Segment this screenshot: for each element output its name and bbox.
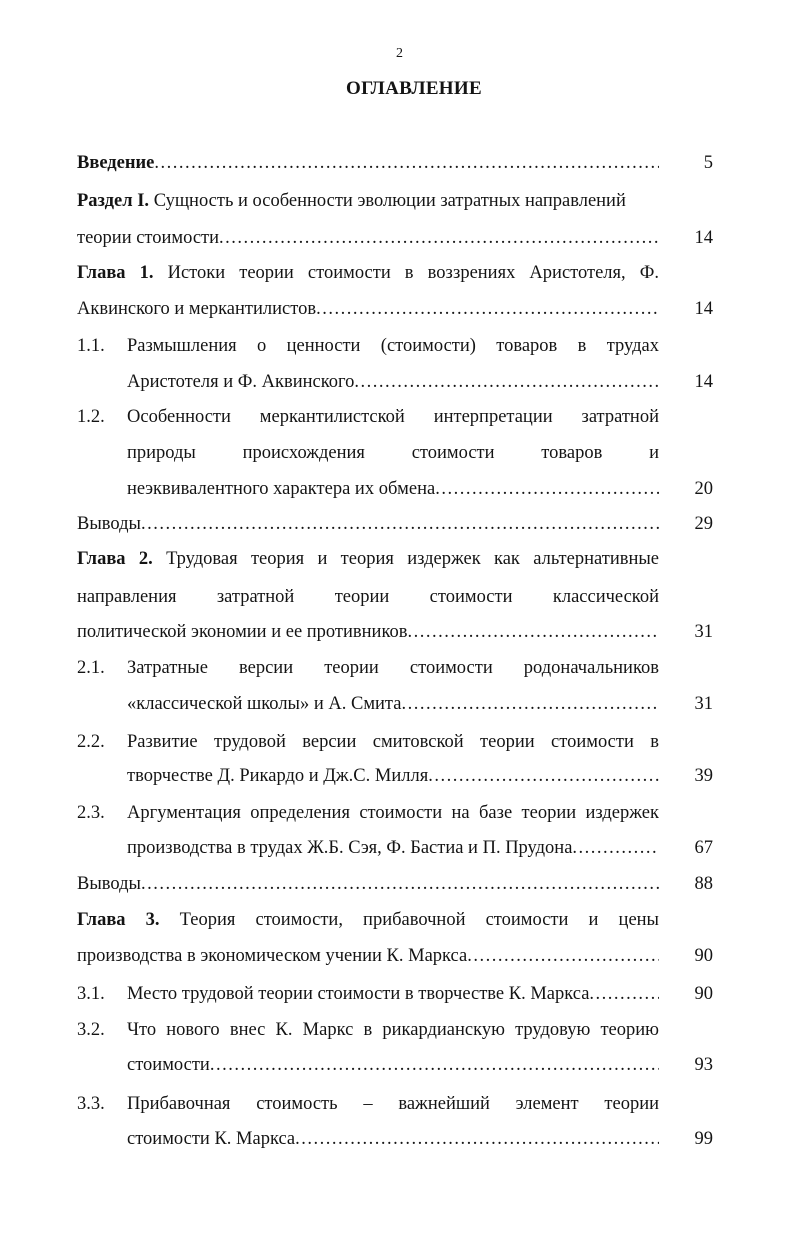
toc-entry-bold-label: Раздел I. xyxy=(77,191,150,211)
toc-entry-text: творчестве Д. Рикардо и Дж.С. Милля xyxy=(127,766,429,786)
toc-entry-text: Аргументация определения стоимости на базе теории издержек xyxy=(127,803,659,823)
dot-leader xyxy=(295,1124,659,1154)
toc-entry-text: производства в трудах Ж.Б. Сэя, Ф. Бастиа и П. Прудона xyxy=(127,838,573,858)
dot-leader xyxy=(219,223,659,253)
toc-page-ref: 5 xyxy=(703,153,713,173)
toc-entry-1-1-cont[interactable] xyxy=(127,367,659,397)
toc-entry-text: природы происхождения стоимости товаров и xyxy=(127,443,659,463)
toc-entry-text: Развитие трудовой версии смитовской теории стоимости в xyxy=(127,732,659,752)
toc-entry-3-1[interactable] xyxy=(127,979,659,1009)
toc-entry-ch1-cont[interactable] xyxy=(77,294,659,324)
toc-entry-text: Размышления о ценности (стоимости) товаров в трудах xyxy=(127,336,659,356)
toc-page-ref: 90 xyxy=(694,984,713,1004)
toc-entry-text: Место трудовой теории стоимости в творчестве К. Маркса xyxy=(127,984,590,1004)
toc-page-ref: 14 xyxy=(694,299,713,319)
toc-entry-2-1-cont[interactable] xyxy=(127,689,659,719)
toc-entry-text: Сущность и особенности эволюции затратных направлений xyxy=(149,191,626,211)
dot-leader xyxy=(572,833,659,863)
toc-page-ref: 20 xyxy=(694,479,713,499)
toc-entry-text: политической экономии и ее противников xyxy=(77,622,408,642)
toc-entry-text: Аквинского и меркантилистов xyxy=(77,299,317,319)
toc-entry-text: стоимости К. Маркса xyxy=(127,1129,296,1149)
toc-entry-text: стоимости xyxy=(127,1055,210,1075)
toc-entry-intro[interactable] xyxy=(77,148,659,178)
toc-entry-bold-label: Глава 2. xyxy=(77,549,153,569)
toc-page-ref: 88 xyxy=(694,874,713,894)
toc-page-ref: 67 xyxy=(694,838,713,858)
toc-entry-2-2[interactable] xyxy=(127,727,659,757)
toc-entry-text: Аристотеля и Ф. Аквинского xyxy=(127,372,355,392)
toc-page-ref: 31 xyxy=(694,694,713,714)
toc-entry-bold-label: Глава 1. xyxy=(77,263,154,283)
toc-entry-1-2-cont[interactable] xyxy=(127,438,659,468)
toc-page-ref: 14 xyxy=(694,228,713,248)
toc-entry-3-3-cont[interactable] xyxy=(127,1124,659,1154)
dot-leader xyxy=(408,617,660,647)
toc-entry-text: Особенности меркантилистской интерпретации затратной xyxy=(127,407,659,427)
dot-leader xyxy=(589,979,659,1009)
dot-leader xyxy=(467,941,659,971)
toc-page-ref: 90 xyxy=(694,946,713,966)
toc-entry-2-3-cont[interactable] xyxy=(127,833,659,863)
toc-page-ref: 29 xyxy=(694,514,713,534)
toc-entry-3-2-cont[interactable] xyxy=(127,1050,659,1080)
toc-entry-part1[interactable] xyxy=(77,186,659,216)
toc-entry-2-3[interactable] xyxy=(127,798,659,828)
toc-entry-ch2-cont2[interactable] xyxy=(77,617,659,647)
toc-entry-part1-cont[interactable] xyxy=(77,223,659,253)
toc-entry-3-2[interactable] xyxy=(127,1015,659,1045)
toc-entry-1-2-cont2[interactable] xyxy=(127,474,659,504)
toc-entry-label: Введение xyxy=(77,153,155,173)
toc-entry-ch3-cont[interactable] xyxy=(77,941,659,971)
toc-entry-text: производства в экономическом учении К. Маркса xyxy=(77,946,468,966)
toc-page-ref: 93 xyxy=(694,1055,713,1075)
toc-entry-3-3[interactable] xyxy=(127,1089,659,1119)
section-number: 2.2. xyxy=(77,732,105,752)
toc-entry-text: Трудовая теория и теория издержек как альтернативные xyxy=(152,549,659,569)
section-number: 1.2. xyxy=(77,407,105,427)
toc-entry-text: Выводы xyxy=(77,514,141,534)
page-title: ОГЛАВЛЕНИЕ xyxy=(346,78,482,99)
toc-entry-conclusions-1[interactable] xyxy=(77,509,659,539)
toc-page-ref: 31 xyxy=(694,622,713,642)
dot-leader xyxy=(154,148,659,178)
toc-entry-2-1[interactable] xyxy=(127,653,659,683)
toc-page-ref: 14 xyxy=(694,372,713,392)
dot-leader xyxy=(435,474,659,504)
toc-entry-1-2[interactable] xyxy=(127,402,659,432)
section-number: 3.3. xyxy=(77,1094,105,1114)
toc-entry-2-2-cont[interactable] xyxy=(127,761,659,791)
toc-entry-text: Что нового внес К. Маркс в рикардианскую трудовую теорию xyxy=(127,1020,659,1040)
toc-entry-text: Затратные версии теории стоимости родоначальников xyxy=(127,658,659,678)
toc-entry-text: Теория стоимости, прибавочной стоимости и цены xyxy=(159,910,659,930)
section-number: 3.1. xyxy=(77,984,105,1004)
toc-entry-text: неэквивалентного характера их обмена xyxy=(127,479,436,499)
section-number: 1.1. xyxy=(77,336,105,356)
toc-entry-text: направления затратной теории стоимости классической xyxy=(77,587,659,607)
toc-entry-1-1[interactable] xyxy=(127,331,659,361)
toc-entry-text: Прибавочная стоимость – важнейший элемент теории xyxy=(127,1094,659,1114)
toc-entry-ch2-cont[interactable] xyxy=(77,582,659,612)
dot-leader xyxy=(401,689,659,719)
toc-page-ref: 99 xyxy=(694,1129,713,1149)
section-number: 3.2. xyxy=(77,1020,105,1040)
dot-leader xyxy=(141,869,659,899)
dot-leader xyxy=(428,761,659,791)
toc-entry-ch1[interactable] xyxy=(77,258,659,288)
toc-entry-text: Выводы xyxy=(77,874,141,894)
toc-entry-text: «классической школы» и А. Смита xyxy=(127,694,402,714)
toc-page-ref: 39 xyxy=(694,766,713,786)
toc-entry-text: Истоки теории стоимости в воззрениях Аристотеля, Ф. xyxy=(153,263,659,283)
toc-entry-ch3[interactable] xyxy=(77,905,659,935)
toc-entry-bold-label: Глава 3. xyxy=(77,910,160,930)
toc-entry-text: теории стоимости xyxy=(77,228,220,248)
section-number: 2.1. xyxy=(77,658,105,678)
dot-leader xyxy=(141,509,659,539)
toc-entry-conclusions-2[interactable] xyxy=(77,869,659,899)
dot-leader xyxy=(316,294,659,324)
section-number: 2.3. xyxy=(77,803,105,823)
dot-leader xyxy=(210,1050,659,1080)
page-number: 2 xyxy=(396,46,403,61)
toc-entry-ch2[interactable] xyxy=(77,544,659,574)
dot-leader xyxy=(354,367,659,397)
